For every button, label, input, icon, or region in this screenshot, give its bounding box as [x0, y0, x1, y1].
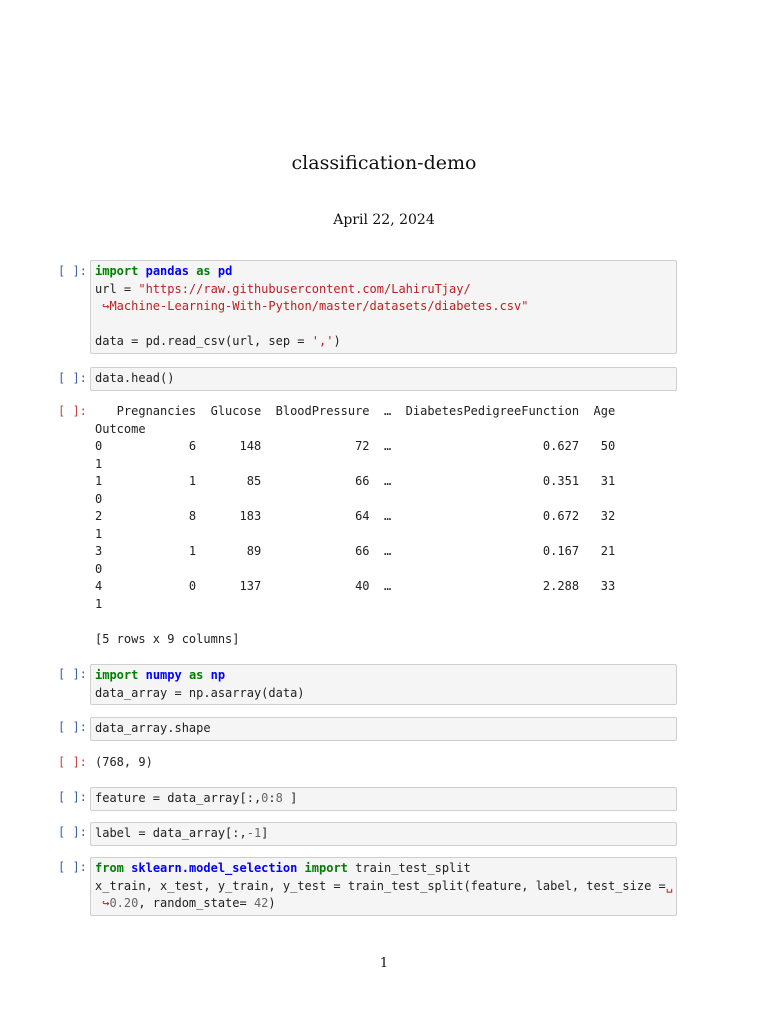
module-name: numpy: [145, 668, 182, 682]
output-line: 1: [95, 596, 103, 611]
code-line: [95, 667, 676, 685]
number-literal: 0: [261, 791, 269, 805]
document-date: April 22, 2024: [333, 212, 435, 228]
document-title: classification-demo: [291, 152, 477, 174]
code-cell[interactable]: [90, 367, 677, 391]
output-line: [95, 613, 615, 631]
output-line: [5 rows x 9 columns]: [95, 631, 240, 646]
input-prompt: [ ]:: [58, 720, 87, 734]
code-line: ↪0.20, random_state= 42): [95, 896, 276, 910]
code-line: data.head(): [95, 371, 175, 385]
code-line: x_train, x_test, y_train, y_test = train_test_split(feature, label, test_size =␣: [95, 878, 673, 893]
module-name: sklearn.model_selection: [131, 861, 298, 875]
wrap-arrow-icon: ↪: [95, 299, 110, 313]
page-number: 1: [379, 956, 389, 971]
string-literal: ',': [311, 334, 334, 348]
output-prompt: [ ]:: [58, 755, 87, 769]
code-line: [95, 316, 676, 334]
keyword: from: [95, 861, 124, 875]
code-cell[interactable]: [90, 822, 677, 846]
shape-output: [95, 754, 153, 772]
output-line: 3 1 89 66 … 0.167 21: [95, 544, 616, 558]
output-line: 0 6 148 72 … 0.627 50: [95, 439, 616, 453]
keyword: import: [95, 668, 139, 682]
wrap-arrow-icon: ↪: [95, 896, 110, 910]
output-line: 1: [95, 456, 103, 471]
number-literal: 8: [275, 791, 283, 805]
output-line: Pregnancies Glucose BloodPressure … DiabetesPedigreeFunction Age: [95, 404, 616, 418]
input-prompt: [ ]:: [58, 790, 87, 804]
output-prompt: [ ]:: [58, 404, 87, 418]
code-line: [95, 298, 676, 316]
output-line: 1 1 85 66 … 0.351 31: [95, 474, 616, 488]
code-line: label = data_array[:,-1]: [95, 826, 269, 840]
code-line: [95, 263, 676, 281]
code-line: data = pd.read_csv(url, sep = ','): [95, 334, 341, 348]
code-cell[interactable]: [90, 857, 677, 916]
code-line: from sklearn.model_selection import train_test_split: [95, 861, 471, 875]
input-prompt: [ ]:: [58, 371, 87, 385]
number-literal: -1: [246, 826, 262, 840]
code-cell[interactable]: [90, 787, 677, 811]
input-prompt: [ ]:: [58, 860, 87, 874]
keyword: import: [95, 264, 139, 278]
output-line: (768, 9): [95, 755, 153, 769]
output-line: 0: [95, 491, 103, 506]
output-line: Outcome: [95, 421, 146, 436]
alias-name: pd: [217, 264, 233, 278]
keyword: as: [196, 264, 211, 278]
wrap-marker-icon: ␣: [665, 878, 673, 893]
output-line: 1: [95, 526, 103, 541]
number-literal: 0.20: [109, 896, 139, 910]
string-literal: "https://raw.githubusercontent.com/LahiruTjay/: [138, 281, 471, 296]
output-line: 2 8 183 64 … 0.672 32: [95, 509, 616, 523]
alias-name: np: [210, 668, 226, 682]
input-prompt: [ ]:: [58, 264, 87, 278]
input-prompt: [ ]:: [58, 825, 87, 839]
code-line: data_array.shape: [95, 721, 211, 735]
code-line: feature = data_array[:,0:8 ]: [95, 791, 298, 805]
code-line: url = "https://raw.githubusercontent.com/LahiruTjay/: [95, 281, 471, 296]
dataframe-output: [95, 403, 615, 648]
output-line: 0: [95, 561, 103, 576]
string-literal: Machine-Learning-With-Python/master/datasets/diabetes.csv": [109, 299, 529, 313]
code-cell[interactable]: [90, 260, 677, 354]
number-literal: 42: [253, 896, 269, 910]
output-line: 4 0 137 40 … 2.288 33: [95, 579, 616, 593]
code-cell[interactable]: [90, 664, 677, 705]
input-prompt: [ ]:: [58, 667, 87, 681]
keyword: import: [304, 861, 348, 875]
keyword: as: [188, 668, 204, 682]
code-cell[interactable]: [90, 717, 677, 741]
code-line: data_array = np.asarray(data): [95, 685, 305, 700]
module-name: pandas: [145, 264, 189, 278]
